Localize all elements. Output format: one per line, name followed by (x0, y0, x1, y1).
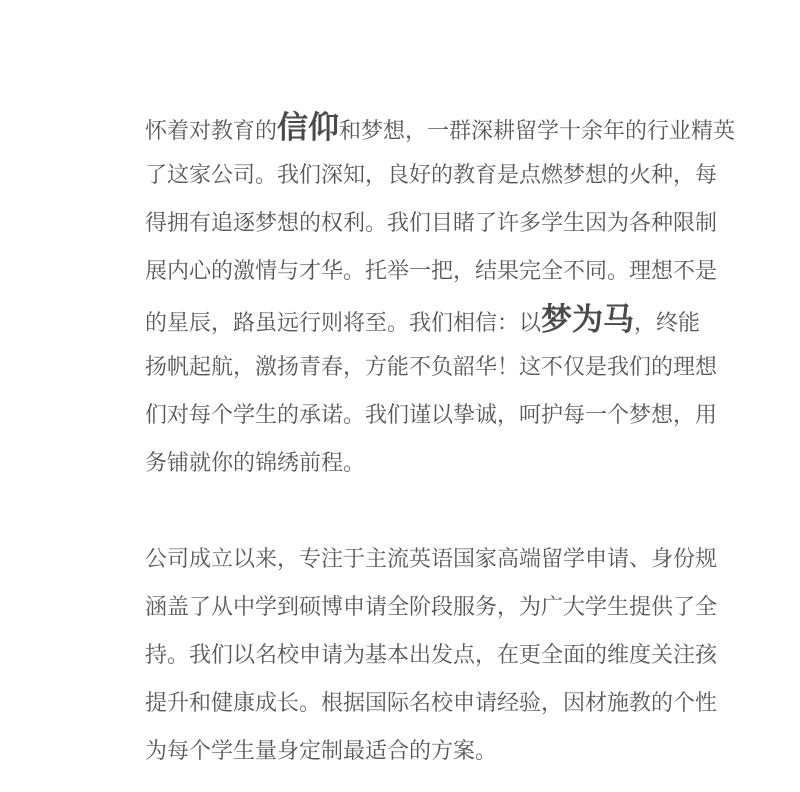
emphasis-belief: 信仰 (277, 110, 340, 146)
paragraph-mission (145, 104, 800, 488)
text-line (145, 296, 800, 344)
text-line: 了这家公司。我们深知，良好的教育是点燃梦想的火种，每 (145, 163, 718, 188)
text-line: 提升和健康成长。根据国际名校申请经验，因材施教的个性 (145, 691, 718, 716)
text-segment: 的星辰，路虽远行则将至。我们相信：以 (145, 311, 542, 336)
emphasis-dream-horse: 梦为马 (541, 302, 635, 338)
text-segment: ，终能 (634, 311, 701, 336)
text-line: 为每个学生量身定制最适合的方案。 (145, 739, 498, 764)
text-line (145, 104, 800, 152)
text-segment: 怀着对教育的 (145, 119, 278, 144)
article-body (145, 104, 800, 776)
text-line: 务铺就你的锦绣前程。 (145, 451, 366, 476)
text-line: 涵盖了从中学到硕博申请全阶段服务，为广大学生提供了全 (145, 595, 718, 620)
paragraph-spacer (145, 488, 800, 536)
text-line: 们对每个学生的承诺。我们谨以挚诚，呵护每一个梦想，用 (145, 403, 718, 428)
text-line: 扬帆起航，激扬青春，方能不负韶华！这不仅是我们的理想 (145, 355, 718, 380)
text-line: 得拥有追逐梦想的权利。我们目睹了许多学生因为各种限制 (145, 211, 718, 236)
text-line: 展内心的激情与才华。托举一把，结果完全不同。理想不是 (145, 259, 718, 284)
text-line: 公司成立以来，专注于主流英语国家高端留学申请、身份规 (145, 547, 718, 572)
text-line: 持。我们以名校申请为基本出发点，在更全面的维度关注孩 (145, 643, 718, 668)
text-segment: 和梦想，一群深耕留学十余年的行业精英 (339, 119, 736, 144)
paragraph-services (145, 536, 800, 776)
